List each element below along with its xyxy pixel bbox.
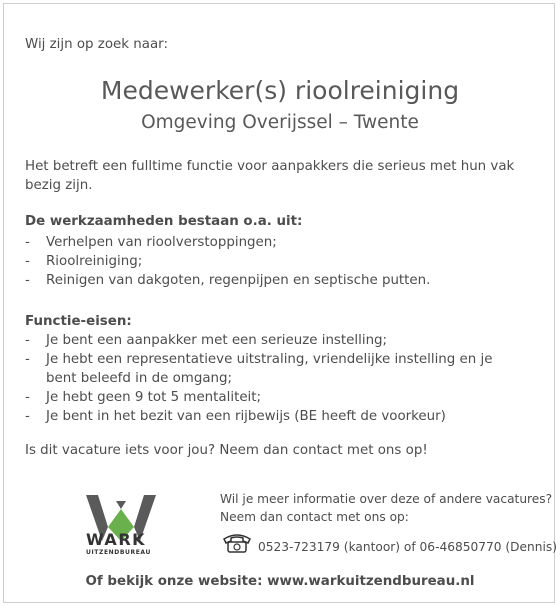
list-item: - Je bent een aanpakker met een serieuze instelling; xyxy=(25,333,388,348)
contact-line-1: Wil je meer informatie over deze of andere vacatures? xyxy=(220,492,553,506)
list-item: - Je bent in het bezit van een rijbewijs (BE heeft de voorkeur) xyxy=(25,409,446,424)
list-item: - Je hebt een representatieve uitstraling, vriendelijke instelling en je bent beleefd in de omgang; xyxy=(25,352,493,386)
list-item: - Reinigen van dakgoten, regenpijpen en septische putten. xyxy=(25,273,431,288)
logo-wordmark: WARK xyxy=(86,530,147,549)
tasks-list xyxy=(25,233,525,290)
job-description: Het betreft een fulltime functie voor aanpakkers die serieus met hun vak bezig zijn. xyxy=(25,159,515,193)
website-link[interactable]: Of bekijk onze website: www.warkuitzendbureau.nl xyxy=(85,574,475,589)
requirements-heading: Functie-eisen: xyxy=(25,314,132,329)
contact-line-2: Neem dan contact met ons op: xyxy=(220,510,409,524)
logo-subtitle: UITZENDBUREAU xyxy=(86,549,151,556)
list-item: - Je hebt geen 9 tot 5 mentaliteit; xyxy=(25,390,262,405)
job-title: Medewerker(s) rioolreiniging xyxy=(100,76,460,105)
requirements-list xyxy=(25,331,525,426)
list-item: - Rioolreiniging; xyxy=(25,254,143,269)
telephone-icon xyxy=(222,532,252,554)
list-item: - Verhelpen van rioolverstoppingen; xyxy=(25,235,277,250)
job-location: Omgeving Overijssel – Twente xyxy=(141,112,419,133)
phone-numbers[interactable]: 0523-723179 (kantoor) of 06-46850770 (Dennis) xyxy=(258,540,557,554)
tasks-heading: De werkzaamheden bestaan o.a. uit: xyxy=(25,214,303,229)
closing-text: Is dit vacature iets voor jou? Neem dan contact met ons op! xyxy=(25,443,428,458)
intro-text: Wij zijn op zoek naar: xyxy=(25,37,168,52)
